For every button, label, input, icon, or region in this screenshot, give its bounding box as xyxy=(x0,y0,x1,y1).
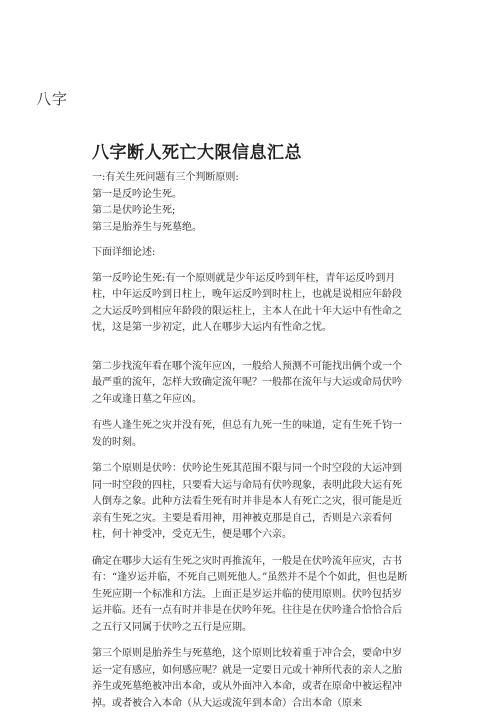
document-body xyxy=(92,170,410,712)
paragraph-jiusi: 有些人逢生死之灾并没有死，但总有九死一生的味道，定有生死千钧一发的时刻。 xyxy=(92,420,402,448)
intro-line: 一:有关生死问题有三个判断原则: xyxy=(92,172,239,183)
intro-line: 第三是胎养生与死墓绝。 xyxy=(92,221,202,233)
paragraph-suiyun: 确定在哪步大运有生死之灾时再推流年，一般是在伏吟流年应灾，古书有：“逢岁运并临，不死自己则死他人。”虽然并不是个个如此，但也是断生死应期一个标准和方法。上面正是岁运并临的使用原则。伏吟包括岁运并临。还有一点有时并非是在伏吟年死。往往是在伏吟逢合恰恰合后之五行又同属于伏吟之五行是应期。 xyxy=(92,555,408,633)
lead-line: 下面详细论述: xyxy=(92,247,156,258)
document-title: 八字断人死亡大限信息汇总 xyxy=(92,143,302,163)
paragraph-taiyang: 第三个原则是胎养生与死墓绝，这个原则比较着重于冲合会，要命中岁运一定有感应，如何感应呢？就是一定要日元或十神所代表的亲人之胎养生或死墓绝被冲出本命，或从外面冲入本命，或者在原命中被运程冲掉。或者被合入本命（从大运或流年到本命）合出本命（原来 xyxy=(92,648,402,709)
section-label: 八字 xyxy=(36,90,69,108)
paragraph-fanyin: 第一反吟论生死:有一个原则就是少年运反吟到年柱，青年运反吟到月柱，中年运反吟到日柱上，晚年运反吟到时柱上，也就是说相应年龄段之大运反吟到相应年龄段的限运柱上，主本人在此十年大运中有性命之忧，这是第一步初定，此人在哪步大运内有性命之忧。 xyxy=(92,272,402,333)
paragraph-fuyin: 第二个原则是伏吟：伏吟论生死其范围不限与同一个时空段的大运冲到同一时空段的四柱，只要看大运与命局有伏吟现象，表明此段大运有死人倒寿之象。此种方法看生死有时并非是本人有死亡之灾，很可能是近亲有生死之灾。主要是看用神，用神被克那是自己，否则是六亲看何柱，何十神受冲，受克无生，便是哪个六亲。 xyxy=(92,463,402,540)
intro-line: 第二是伏吟论生死; xyxy=(92,205,176,216)
intro-line: 第一是反吟论生死。 xyxy=(92,188,182,200)
paragraph-liunian: 第二步找流年看在哪个流年应凶，一般给人预测不可能找出俩个或一个最严重的流年，怎样大致确定流年呢？一般都在流年与大运或命局伏吟之年或逢日墓之年应凶。 xyxy=(92,360,402,405)
